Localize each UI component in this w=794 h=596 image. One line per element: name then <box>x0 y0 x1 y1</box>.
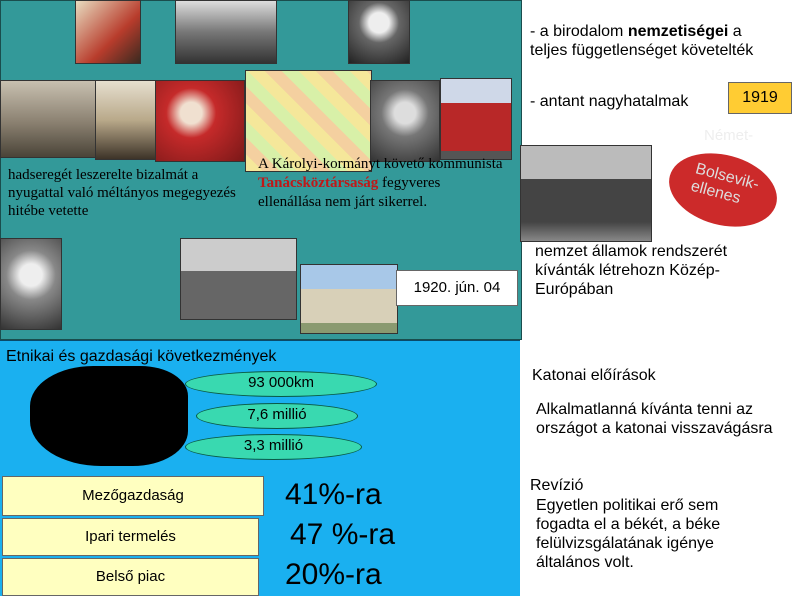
leaders-photo-image <box>520 145 652 242</box>
portrait-photo-image <box>348 0 410 64</box>
industry-box: Ipari termelés <box>2 518 259 556</box>
revision-text: Egyetlen politikai erő sem fogadta el a békét, a béke felülvizsgálatának igénye általános volt. <box>536 497 721 571</box>
antant-text: - antant nagyhatalmak <box>530 93 689 110</box>
hungarians-oval: 3,3 millió <box>185 434 362 460</box>
bolshevik-text: Bolsevik- ellenes <box>688 160 761 208</box>
nationalities-line1-end: a <box>728 23 742 40</box>
red-poster-image <box>155 80 245 162</box>
karolyi-pre: A Károlyi-kormányt követő kommunista <box>258 156 503 172</box>
nationalities-line2: teljes függetlenséget követelték <box>530 42 754 59</box>
year-badge: 1919 <box>728 82 792 114</box>
nation-states-text: nemzet államok rendszerét kívánták létrehozn Közép-Európában <box>535 243 728 298</box>
karolyi-red: Tanácsköztársaság <box>258 175 379 191</box>
crowd-photo-image <box>175 0 277 64</box>
german-text: Német- <box>704 127 754 144</box>
portrait-man-image <box>370 80 440 162</box>
market-percent <box>285 558 382 592</box>
monument-image <box>440 78 512 160</box>
nationalities-bold: nemzetiségei <box>627 23 729 40</box>
trianon-palace-image <box>300 264 398 334</box>
date-label: 1920. jún. 04 <box>396 270 518 306</box>
area-oval: 93 000km <box>185 371 377 397</box>
population-oval: 7,6 millió <box>196 403 358 429</box>
ind-pct-num: 47 % <box>290 518 359 551</box>
industry-percent <box>290 518 395 552</box>
horsemen-parade-image <box>180 238 297 320</box>
revision-title: Revízió <box>530 477 584 494</box>
demobilize-text: hadseregét leszerelte bizalmát a nyugattal való méltányos megegyezés hitébe vetette <box>8 167 236 219</box>
mkt-pct-suffix: -ra <box>345 558 382 591</box>
agriculture-box: Mezőgazdaság <box>2 476 264 516</box>
poster-figure-image <box>95 80 157 160</box>
agri-pct-num: 41% <box>285 478 346 511</box>
dismembered-map-image <box>30 366 188 466</box>
military-text: Alkalmatlanná kívánta tenni az országot a katonai visszavágásra <box>536 401 773 437</box>
market-box: Belső piac <box>2 558 259 596</box>
military-title: Katonai előírások <box>532 367 656 384</box>
nationalities-line1: - a birodalom <box>530 23 628 40</box>
ethnic-title: Etnikai és gazdasági következmények <box>6 348 277 365</box>
nationalities-text <box>530 22 790 60</box>
parliament-crowd-image <box>0 80 97 158</box>
agriculture-percent <box>285 478 382 512</box>
karolyi-text <box>258 155 503 212</box>
agri-pct-suffix: -ra <box>345 478 382 511</box>
propaganda-poster-image <box>75 0 141 64</box>
karolyi-post: fegyveres ellenállása nem járt sikerrel. <box>258 175 441 210</box>
mkt-pct-num: 20% <box>285 558 346 591</box>
ind-pct-suffix: -ra <box>358 518 396 551</box>
old-man-portrait-image <box>0 238 62 330</box>
